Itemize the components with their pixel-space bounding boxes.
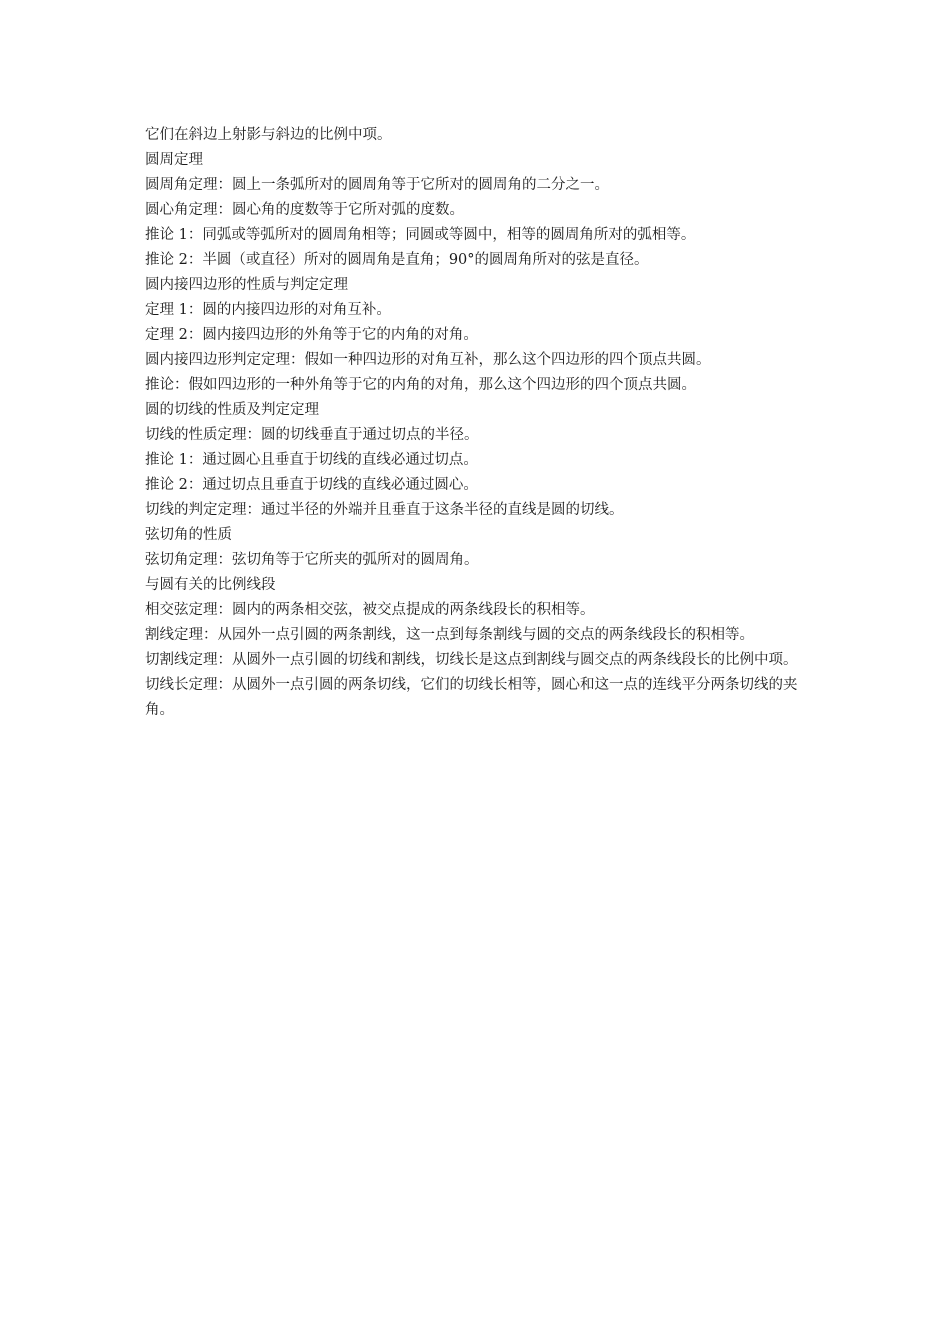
text-line: 推论：假如四边形的一种外角等于它的内角的对角，那么这个四边形的四个顶点共圆。 [145,377,696,393]
text-line: 它们在斜边上射影与斜边的比例中项。 [145,127,392,143]
text-line: 圆周角定理：圆上一条弧所对的圆周角等于它所对的圆周角的二分之一。 [145,177,609,193]
section-heading: 圆内接四边形的性质与判定定理 [145,277,348,293]
text-line: 圆内接四边形判定定理：假如一种四边形的对角互补，那么这个四边形的四个顶点共圆。 [145,352,711,368]
text-line: 切线长定理：从圆外一点引圆的两条切线，它们的切线长相等，圆心和这一点的连线平分两条切线的夹角。 [145,677,798,718]
text-line: 切线的性质定理：圆的切线垂直于通过切点的半径。 [145,427,479,443]
section-heading: 弦切角的性质 [145,527,232,543]
text-line: 推论 2：半圆（或直径）所对的圆周角是直角；90°的圆周角所对的弦是直径。 [145,252,649,268]
text-line: 弦切角定理：弦切角等于它所夹的弧所对的圆周角。 [145,552,479,568]
section-heading: 圆周定理 [145,152,203,168]
text-line: 切线的判定定理：通过半径的外端并且垂直于这条半径的直线是圆的切线。 [145,502,624,518]
text-line: 推论 1：同弧或等弧所对的圆周角相等；同圆或等圆中，相等的圆周角所对的弧相等。 [145,227,696,243]
text-line: 定理 1：圆的内接四边形的对角互补。 [145,302,391,318]
text-line: 推论 1：通过圆心且垂直于切线的直线必通过切点。 [145,452,478,468]
text-line: 圆心角定理：圆心角的度数等于它所对弧的度数。 [145,202,464,218]
document-body [145,123,813,723]
text-line: 相交弦定理：圆内的两条相交弦，被交点提成的两条线段长的积相等。 [145,602,595,618]
section-heading: 与圆有关的比例线段 [145,577,276,593]
text-line: 推论 2：通过切点且垂直于切线的直线必通过圆心。 [145,477,478,493]
text-line: 切割线定理：从圆外一点引圆的切线和割线，切线长是这点到割线与圆交点的两条线段长的比例中项。 [145,652,798,668]
section-heading: 圆的切线的性质及判定定理 [145,402,319,418]
text-line: 定理 2：圆内接四边形的外角等于它的内角的对角。 [145,327,478,343]
text-line: 割线定理：从园外一点引圆的两条割线，这一点到每条割线与圆的交点的两条线段长的积相等。 [145,627,754,643]
